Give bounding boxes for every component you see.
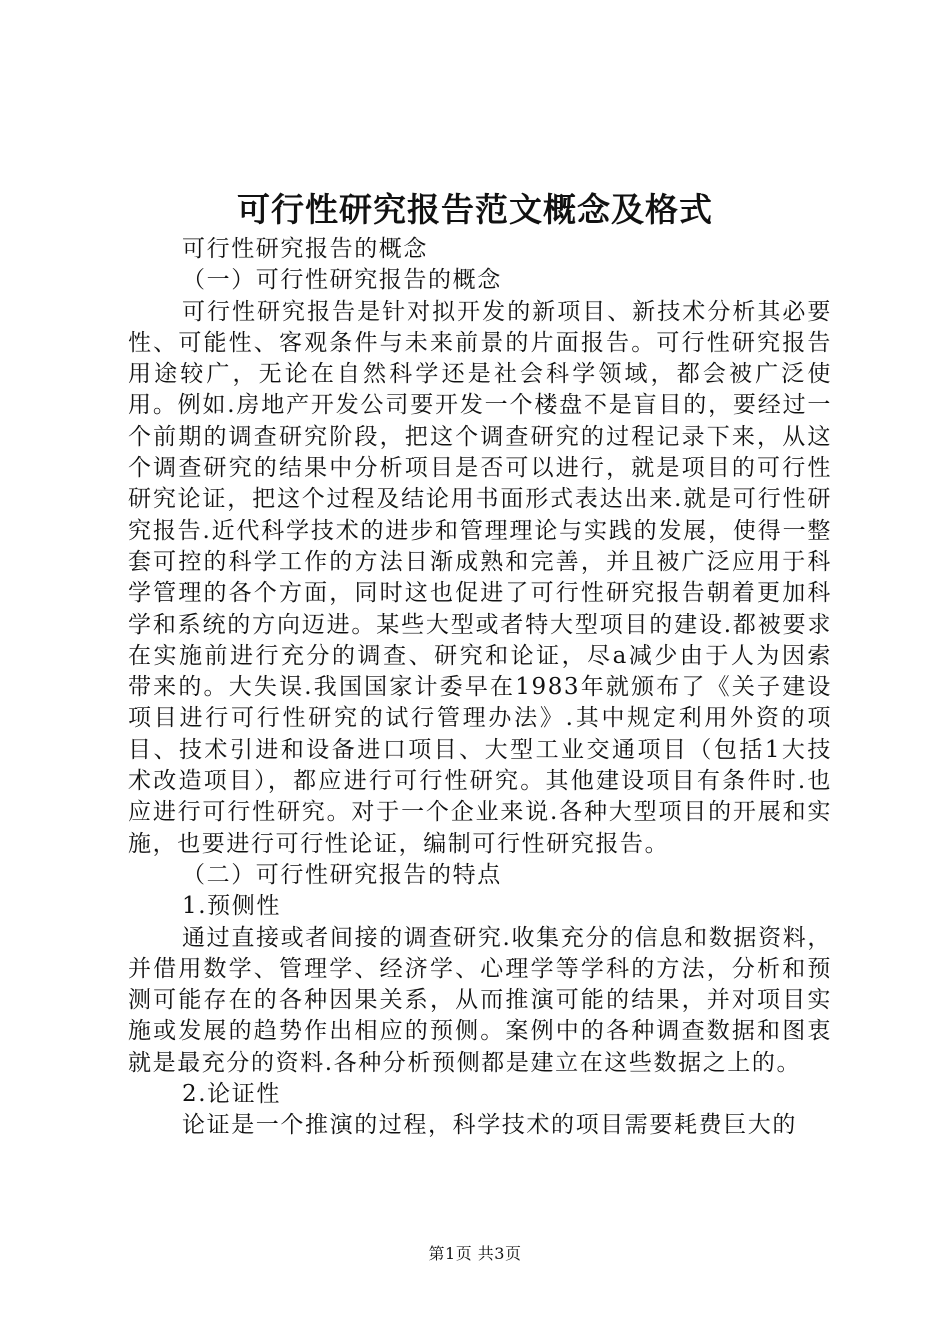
section-heading-2: （二）可行性研究报告的特点 [182,861,502,888]
document-body [128,234,832,1142]
subheading-argumentative: 2.论证性 [182,1081,281,1108]
paragraph-definition: 可行性研究报告是针对拟开发的新项目、新技术分析其必要性、可能性、客观条件与未来前景的片面报告。可行性研究报告用途较广，无论在自然科学还是社会科学领域，都会被广泛使用。例如.房地产开发公司要开发一个楼盘不是盲目的，要经过一个前期的调查研究阶段，把这个调查研究的过程记录下来，从这个调查研究的结果中分析项目是否可以进行，就是项目的可行性研究论证，把这个过程及结论用书面形式表达出来.就是可行性研究报告.近代科学技术的进步和管理理论与实践的发展，使得一整套可控的科学工作的方法日渐成熟和完善，并且被广泛应用于科学管理的各个方面，同时这也促进了可行性研究报告朝着更加科学和系统的方向迈进。某些大型或者特大型项目的建设.都被要求在实施前进行充分的调查、研究和论证，尽a减少由于人为因索带来的。大失误.我国国家计委早在1983年就颁布了《关子建设项目进行可行性研究的试行管理办法》.其中规定利用外资的项目、技术引进和设备进口项目、大型工业交通项目（包括1大技术改造项目），都应进行可行性研究。其他建设项目有条件时.也应进行可行性研究。对于一个企业来说.各种大型项目的开展和实施，也要进行可行性论证，编制可行性研究报告。 [128,298,832,857]
page-footer: 第1页 共3页 [428,1244,522,1263]
subheading-predictive: 1.预侧性 [182,893,281,920]
paragraph-concept-heading: 可行性研究报告的概念 [182,236,428,262]
paragraph-argumentative: 论证是一个推演的过程，科学技术的项目需要耗费巨大的 [182,1112,797,1139]
document-title: 可行性研究报告范文概念及格式 [237,190,713,229]
section-heading-1: （一）可行性研究报告的概念 [182,267,502,294]
paragraph-predictive: 通过直接或者间接的调查研究.收集充分的信息和数据资料，并借用数学、管理学、经济学、心理学等学科的方法，分析和预测可能存在的各种因果关系，从而推演可能的结果，并对项目实施或发展的趋势作出相应的预侧。案例中的各种调查数据和图衷就是最充分的资料.各种分析预侧都是建立在这些数据之上的。 [128,924,832,1076]
